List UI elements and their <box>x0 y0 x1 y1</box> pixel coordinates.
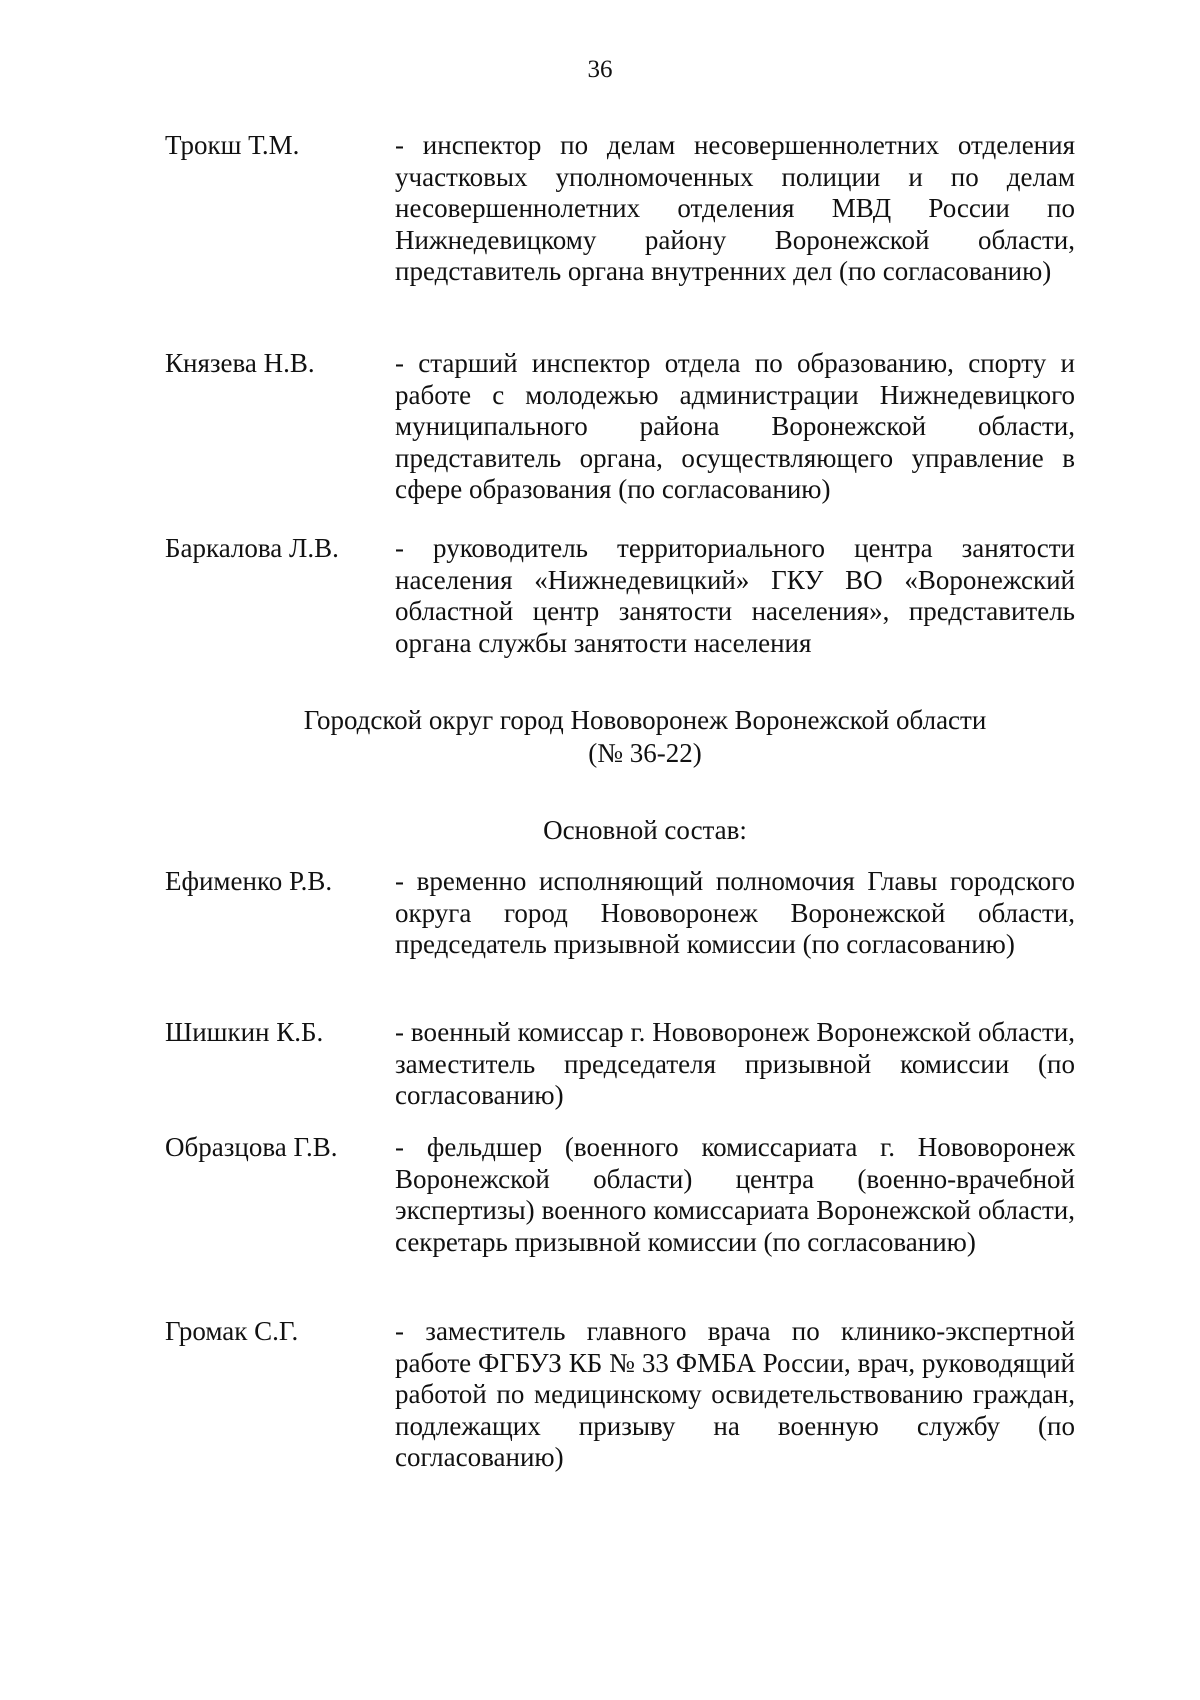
member-name: Трокш Т.М. <box>165 130 300 160</box>
member-name: Шишкин К.Б. <box>165 1017 324 1047</box>
member-description: - инспектор по делам несовершеннолетних отделения участковых уполномоченных полиции и по делам несовершеннолетних отделения МВД России по Нижнедевицкому району Воронежской области, представитель органа внутренних дел (по согласованию) <box>395 130 1075 286</box>
member-name: Образцова Г.В. <box>165 1132 338 1162</box>
member-name: Баркалова Л.В. <box>165 533 339 563</box>
section-title: Городской округ город Нововоронеж Воронежской области <box>303 705 987 735</box>
member-description: - военный комиссар г. Нововоронеж Воронежской области, заместитель председателя призывной комиссии (по согласованию) <box>395 1017 1075 1110</box>
member-description: - фельдшер (военного комиссариата г. Нововоронеж Воронежской области) центра (военно-врачебной экспертизы) военного комиссариата Воронежской области, секретарь призывной комиссии (по согласованию) <box>395 1132 1075 1257</box>
member-name: Ефименко Р.В. <box>165 866 333 896</box>
member-description: - временно исполняющий полномочия Главы городского округа город Нововоронеж Воронежской области, председатель призывной комиссии (по согласованию) <box>395 866 1075 959</box>
section-subtitle: Основной состав: <box>543 815 747 845</box>
page-number: 36 <box>587 56 613 83</box>
member-description: - руководитель территориального центра занятости населения «Нижнедевицкий» ГКУ ВО «Воронежский областной центр занятости населения», представитель органа службы занятости населения <box>395 533 1075 658</box>
member-description: - старший инспектор отдела по образованию, спорту и работе с молодежью администрации Нижнедевицкого муниципального района Воронежской области, представитель органа, осуществляющего управление в сфере образования (по согласованию) <box>395 348 1075 504</box>
member-description: - заместитель главного врача по клинико-экспертной работе ФГБУЗ КБ № 33 ФМБА России, врач, руководящий работой по медицинскому освидетельствованию граждан, подлежащих призыву на военную службу (по согласованию) <box>395 1316 1075 1472</box>
member-name: Князева Н.В. <box>165 348 315 378</box>
member-name: Громак С.Г. <box>165 1316 299 1346</box>
section-number: (№ 36-22) <box>588 738 702 768</box>
